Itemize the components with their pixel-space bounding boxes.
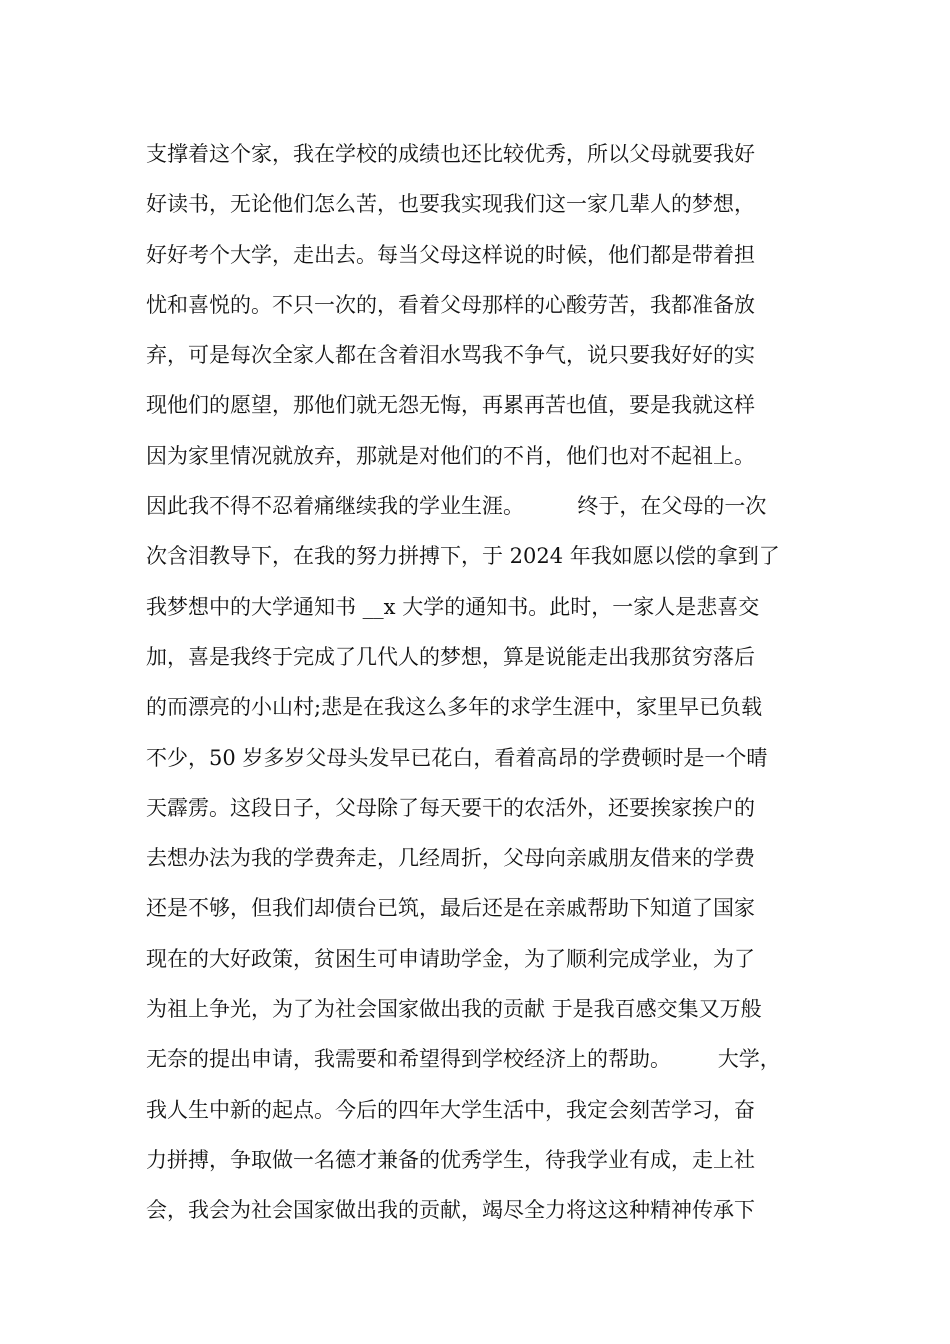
- text-line-content: 力拼搏，争取做一名德才兼备的优秀学生，待我学业有成，走上社: [146, 1147, 755, 1172]
- text-line: [146, 129, 816, 179]
- text-line-content: 忧和喜悦的。不只一次的，看着父母那样的心酸劳苦，我都准备放: [146, 292, 755, 317]
- text-line: [146, 733, 816, 783]
- text-line-content: 还是不够，但我们却债台已筑，最后还是在亲戚帮助下知道了国家: [146, 896, 755, 921]
- text-line: [146, 883, 816, 933]
- body-text: [146, 129, 816, 1236]
- text-line: [146, 632, 816, 682]
- text-line: [146, 431, 816, 481]
- text-line-content: 加，喜是我终于完成了几代人的梦想，算是说能走出我那贫穷落后: [146, 644, 755, 669]
- text-line: [146, 833, 816, 883]
- text-line-content: 支撑着这个家，我在学校的成绩也还比较优秀，所以父母就要我好: [146, 142, 755, 166]
- text-line-content: 无奈的提出申请，我需要和希望得到学校经济上的帮助。 大学，: [146, 1047, 781, 1072]
- text-line: [146, 1034, 816, 1084]
- text-line-content: 弃，可是每次全家人都在含着泪水骂我不争气，说只要我好好的实: [146, 343, 755, 368]
- text-line: [146, 1135, 816, 1185]
- text-line-content: 去想办法为我的学费奔走，几经周折，父母向亲戚朋友借来的学费: [146, 846, 755, 871]
- text-line: [146, 531, 816, 581]
- text-line: [146, 934, 816, 984]
- text-line: [146, 1185, 816, 1235]
- text-line: [146, 783, 816, 833]
- text-line-content: 我人生中新的起点。今后的四年大学生活中，我定会刻苦学习，奋: [146, 1097, 755, 1122]
- text-line-content: 天霹雳。这段日子，父母除了每天要干的农活外，还要挨家挨户的: [146, 795, 755, 820]
- text-line-content: 次含泪教导下，在我的努力拼搏下，于 2024 年我如愿以偿的拿到了: [146, 544, 780, 569]
- text-line-content: 好好考个大学，走出去。每当父母这样说的时候，他们都是带着担: [146, 242, 755, 267]
- text-line-content: 为祖上争光，为了为社会国家做出我的贡献 于是我百感交集又万般: [146, 997, 762, 1022]
- text-line-content: 我梦想中的大学通知书 __x 大学的通知书。此时，一家人是悲喜交: [146, 594, 760, 619]
- text-line: [146, 481, 816, 531]
- text-line-content: 因为家里情况就放弃，那就是对他们的不肖，他们也对不起祖上。: [146, 443, 755, 468]
- text-line-content: 不少，50 岁多岁父母头发早已花白，看着高昂的学费顿时是一个晴: [146, 745, 768, 770]
- text-line: [146, 682, 816, 732]
- text-line: [146, 330, 816, 380]
- text-line-content: 因此我不得不忍着痛继续我的学业生涯。 终于，在父母的一次: [146, 494, 767, 519]
- text-line-content: 现在的大好政策，贫困生可申请助学金，为了顺利完成学业，为了: [146, 946, 755, 971]
- text-line: [146, 230, 816, 280]
- text-line-content: 的而漂亮的小山村;悲是在我这么多年的求学生涯中，家里早已负载: [146, 695, 763, 720]
- text-line: [146, 380, 816, 430]
- text-line: [146, 179, 816, 229]
- text-line-content: 好读书，无论他们怎么苦，也要我实现我们这一家几辈人的梦想，: [146, 192, 755, 217]
- text-line: [146, 280, 816, 330]
- text-line: [146, 984, 816, 1034]
- text-line: [146, 582, 816, 632]
- text-line: [146, 1085, 816, 1135]
- text-line-content: 现他们的愿望，那他们就无怨无悔，再累再苦也值，要是我就这样: [146, 393, 755, 418]
- text-line-content: 会，我会为社会国家做出我的贡献，竭尽全力将这这种精神传承下: [146, 1198, 755, 1223]
